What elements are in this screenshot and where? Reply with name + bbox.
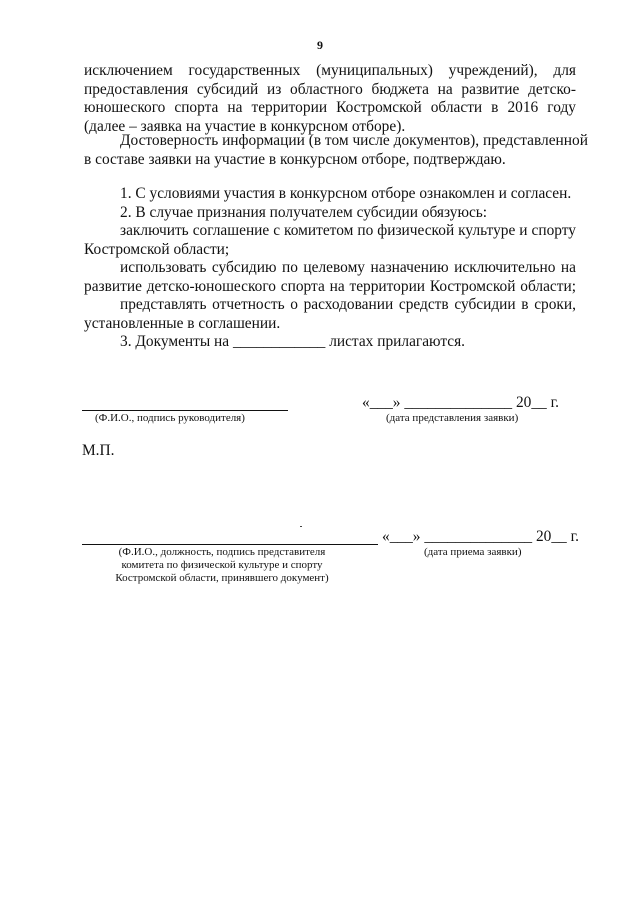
caption-line: Костромской области, принявшего документ) bbox=[115, 572, 329, 584]
text-line: (далее – заявка на участие в конкурсном отборе). bbox=[84, 117, 406, 135]
text-line: Достоверность информации (в том числе документов), представленной bbox=[120, 132, 588, 149]
date-year: 20__ г. bbox=[535, 528, 579, 545]
submission-date-field bbox=[362, 394, 559, 412]
page-number: 9 bbox=[317, 38, 323, 52]
item-3-blank: ____________ bbox=[232, 333, 326, 350]
commitments-list bbox=[84, 185, 576, 352]
date-year: 20__ г. bbox=[515, 394, 559, 411]
committee-signature-caption bbox=[92, 546, 352, 585]
committee-signature-line bbox=[82, 544, 378, 545]
receipt-date-field bbox=[382, 528, 579, 546]
paragraph-continuation bbox=[84, 62, 576, 136]
receipt-date-caption: (дата приема заявки) bbox=[424, 546, 522, 558]
item-3-start: 3. Документы на bbox=[120, 333, 230, 350]
text-line: в составе заявки на участие в конкурсном отборе, подтверждаю. bbox=[84, 150, 506, 168]
sub-item-report: представлять отчетность о расходовании средств субсидии в сроки, bbox=[120, 296, 576, 313]
head-signature-line bbox=[82, 410, 288, 411]
caption-line: (Ф.И.О., должность, подпись представителя bbox=[118, 546, 326, 558]
paragraph-confirmation bbox=[84, 132, 588, 169]
item-3-end: листах прилагаются. bbox=[329, 333, 466, 350]
submission-date-caption: (дата представления заявки) bbox=[386, 412, 519, 424]
date-month-blank: ______________ bbox=[424, 528, 533, 545]
list-item-1: 1. С условиями участия в конкурсном отборе ознакомлен и согласен. bbox=[120, 185, 572, 202]
date-day-blank: «___» bbox=[362, 394, 401, 411]
date-day-blank: «___» bbox=[382, 528, 421, 545]
list-item-3 bbox=[84, 333, 576, 352]
scan-speck bbox=[300, 526, 302, 527]
caption-line: комитета по физической культуре и спорту bbox=[121, 559, 323, 571]
text-line: предоставления субсидий из областного бюджета на развитие детско- bbox=[84, 80, 576, 98]
sub-item-agreement-cont: Костромской области; bbox=[84, 240, 230, 258]
sub-item-use-cont: развитие детско-юношеского спорта на территории Костромской области; bbox=[84, 277, 576, 295]
text-line: юношеского спорта на территории Костромской области в 2016 году bbox=[84, 99, 576, 116]
stamp-label: М.П. bbox=[82, 442, 115, 459]
date-month-blank: ______________ bbox=[404, 394, 513, 411]
sub-item-agreement: заключить соглашение с комитетом по физической культуре и спорту bbox=[120, 222, 576, 239]
list-item-2: 2. В случае признания получателем субсидии обязуюсь: bbox=[120, 203, 488, 221]
head-signature-caption: (Ф.И.О., подпись руководителя) bbox=[95, 412, 245, 424]
text-line: исключением государственных (муниципальных) учреждений), для bbox=[84, 62, 576, 79]
sub-item-use: использовать субсидию по целевому назначению исключительно на bbox=[120, 259, 576, 276]
sub-item-report-cont: установленные в соглашении. bbox=[84, 314, 281, 332]
